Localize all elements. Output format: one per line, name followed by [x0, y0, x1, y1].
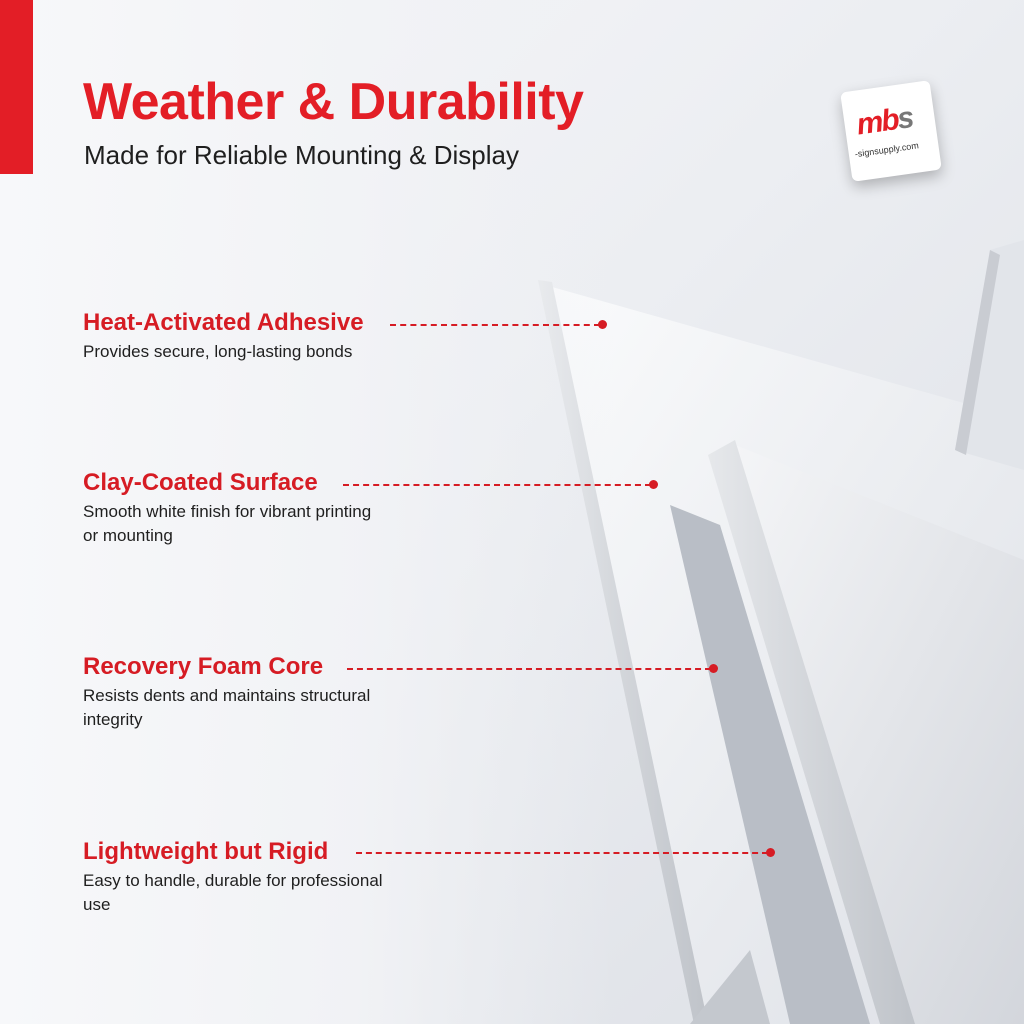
feature-heat-activated-adhesive — [83, 308, 383, 364]
callout-dot — [709, 664, 718, 673]
accent-bar — [0, 0, 33, 174]
callout-line — [356, 852, 768, 856]
feature-recovery-foam-core — [83, 652, 383, 732]
page-subtitle: Made for Reliable Mounting & Display — [84, 140, 519, 170]
feature-description: Resists dents and maintains structural integrity — [83, 686, 371, 729]
brand-logo — [840, 80, 942, 182]
feature-clay-coated-surface — [83, 468, 383, 548]
callout-dot — [649, 480, 658, 489]
page-title: Weather & Durability — [83, 73, 584, 131]
logo-mark: mbs — [854, 101, 915, 142]
feature-title: Lightweight but Rigid — [83, 838, 329, 865]
callout-line — [343, 484, 651, 488]
callout-line — [390, 324, 600, 328]
callout-dot — [766, 848, 775, 857]
callout-dot — [598, 320, 607, 329]
feature-lightweight-but-rigid — [83, 837, 383, 917]
callout-line — [347, 668, 711, 672]
feature-title: Clay-Coated Surface — [83, 469, 318, 496]
feature-title: Recovery Foam Core — [83, 653, 324, 680]
feature-title: Heat-Activated Adhesive — [83, 309, 364, 336]
feature-description: Smooth white finish for vibrant printing or mounting — [83, 502, 372, 545]
feature-description: Provides secure, long-lasting bonds — [83, 342, 353, 361]
logo-url: -signsupply.com — [854, 140, 920, 160]
feature-description: Easy to handle, durable for professional use — [83, 871, 383, 914]
